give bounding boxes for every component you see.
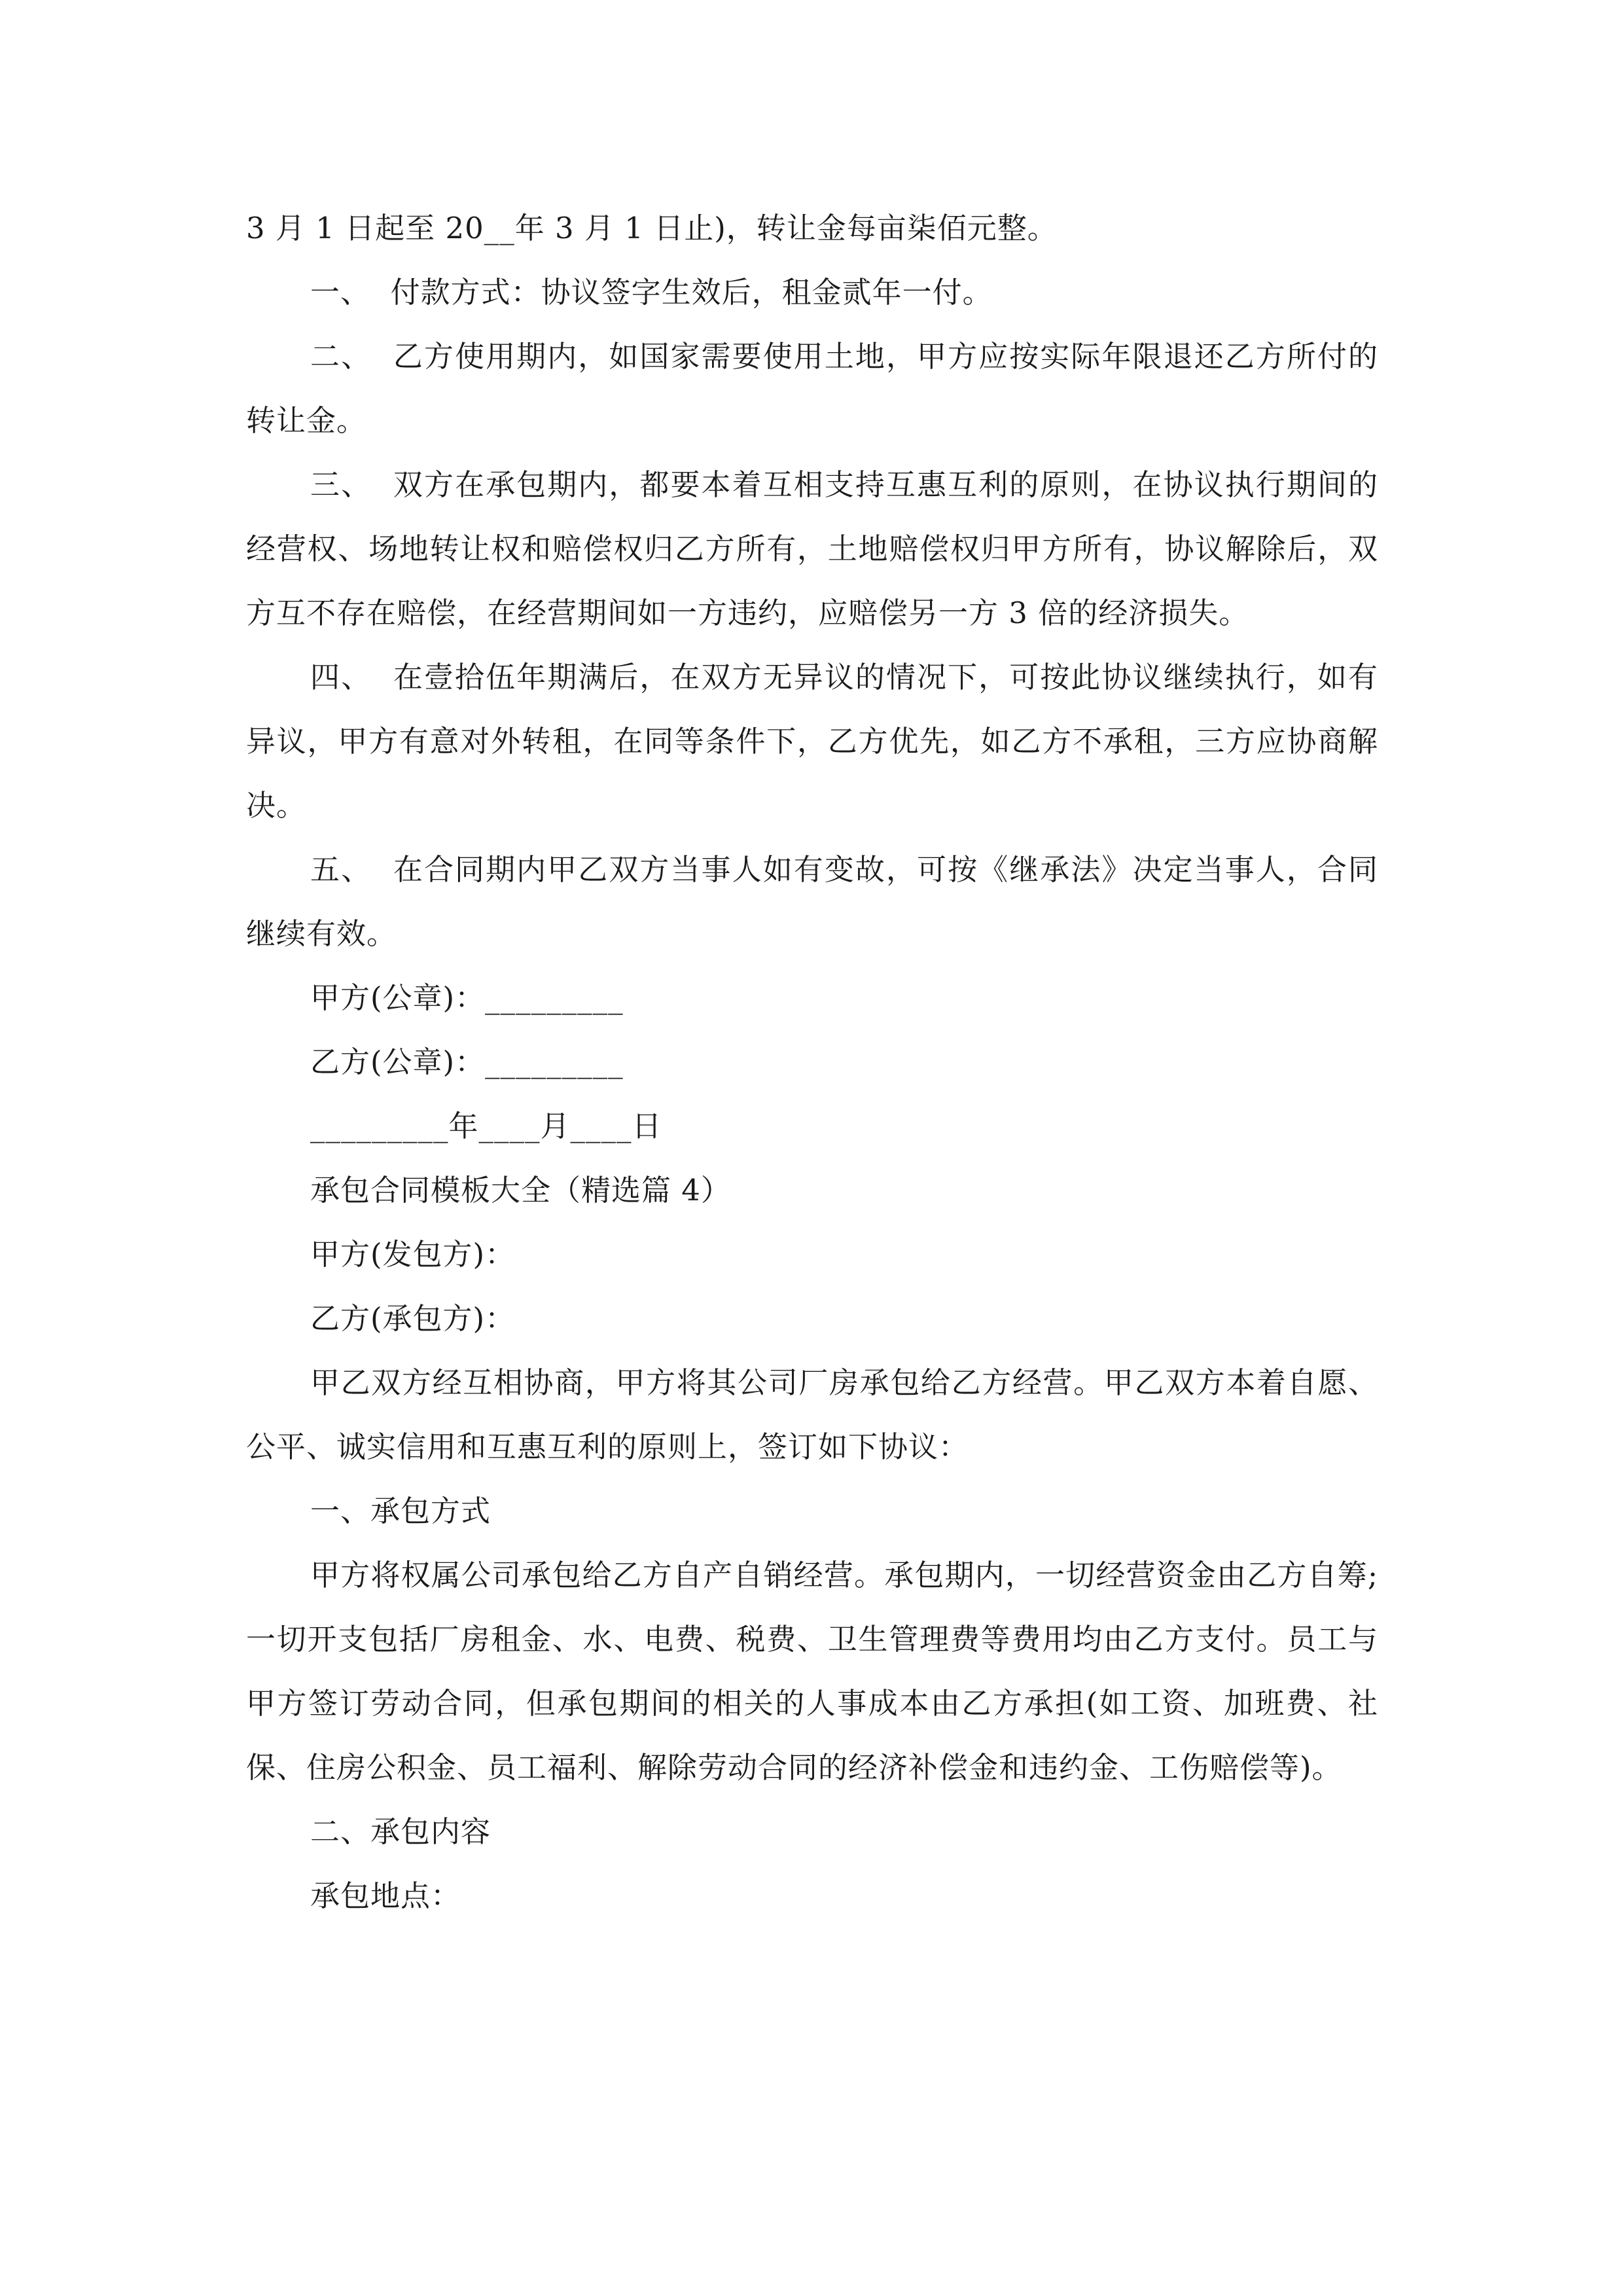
signature-party-a: 甲方(公章)：_________ xyxy=(310,980,624,1015)
paragraph-preamble: 甲乙双方经互相协商，甲方将其公司厂房承包给乙方经营。甲乙双方本着自愿、公平、诚实信用和互惠互利的原则上，签订如下协议： xyxy=(246,1365,1378,1464)
paragraph-clause-rights: 三、 双方在承包期内，都要本着互相支持互惠互利的原则，在协议执行期间的经营权、场地转让权和赔偿权归乙方所有，土地赔偿权归甲方所有，协议解除后，双方互不存在赔偿，在经营期间如一方违约，应赔偿另一方 3 倍的经济损失。 xyxy=(246,467,1378,630)
paragraph-clause-payment-method: 一、 付款方式：协议签字生效后，租金贰年一付。 xyxy=(310,275,993,310)
paragraph-term-continuation: 3 月 1 日起至 20__年 3 月 1 日止)，转让金每亩柒佰元整。 xyxy=(246,211,1058,245)
party-b-label: 乙方(承包方)： xyxy=(310,1301,516,1336)
section-heading: 承包合同模板大全（精选篇 4） xyxy=(310,1173,731,1208)
subheading-contract-content: 二、承包内容 xyxy=(310,1814,491,1849)
paragraph-contract-location: 承包地点： xyxy=(310,1878,461,1913)
paragraph-clause-land-return: 二、 乙方使用期内，如国家需要使用土地，甲方应按实际年限退还乙方所付的转让金。 xyxy=(246,339,1378,438)
signature-party-b: 乙方(公章)：_________ xyxy=(310,1045,624,1079)
document-body xyxy=(246,196,1378,1928)
signature-date: _________年____月____日 xyxy=(310,1109,662,1143)
paragraph-contract-method: 甲方将权属公司承包给乙方自产自销经营。承包期内，一切经营资金由乙方自筹;一切开支包括厂房租金、水、电费、税费、卫生管理费等费用均由乙方支付。员工与甲方签订劳动合同，但承包期间的相关的人事成本由乙方承担(如工资、加班费、社保、住房公积金、员工福利、解除劳动合同的经济补偿金和违约金、工伤赔偿等)。 xyxy=(246,1558,1378,1785)
paragraph-clause-renewal: 四、 在壹拾伍年期满后，在双方无异议的情况下，可按此协议继续执行，如有异议，甲方有意对外转租，在同等条件下，乙方优先，如乙方不承租，三方应协商解决。 xyxy=(246,660,1378,823)
party-a-label: 甲方(发包方)： xyxy=(310,1237,516,1272)
paragraph-clause-succession: 五、 在合同期内甲乙双方当事人如有变故，可按《继承法》决定当事人，合同继续有效。 xyxy=(246,852,1378,951)
subheading-contract-method: 一、承包方式 xyxy=(310,1494,491,1528)
